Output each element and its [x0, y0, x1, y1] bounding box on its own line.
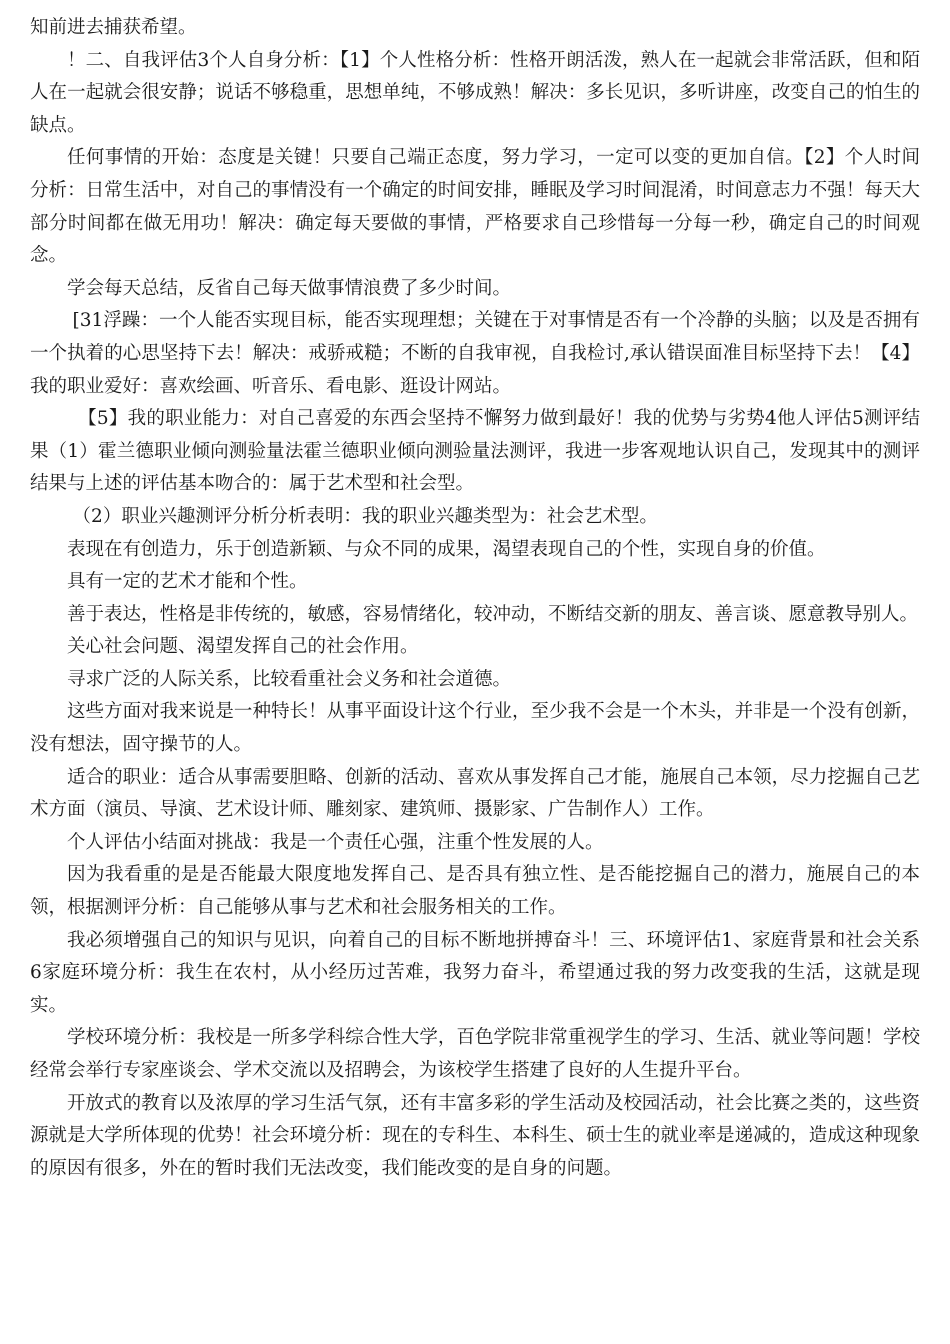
- paragraph: 学校环境分析：我校是一所多学科综合性大学，百色学院非常重视学生的学习、生活、就业等问题！学校经常会举行专家座谈会、学术交流以及招聘会，为该校学生搭建了良好的人生提升平台。: [30, 1027, 920, 1081]
- paragraph: 我必须增强自己的知识与见识，向着自己的目标不断地拼搏奋斗！三、环境评估1、家庭背景和社会关系6家庭环境分析：我生在农村，从小经历过苦难，我努力奋斗，希望通过我的努力改变我的生活，这就是现实。: [30, 929, 920, 1016]
- paragraph: 开放式的教育以及浓厚的学习生活气氛，还有丰富多彩的学生活动及校园活动，社会比赛之类的，这些资源就是大学所体现的优势！社会环境分析：现在的专科生、本科生、硕士生的就业率是递减的，造成这种现象的原因有很多，外在的暂时我们无法改变，我们能改变的是自身的问题。: [30, 1092, 920, 1179]
- paragraph: 关心社会问题、渴望发挥自己的社会作用。: [67, 636, 419, 658]
- paragraph: 善于表达，性格是非传统的，敏感，容易情绪化，较冲动，不断结交新的朋友、善言谈、愿意教导别人。: [67, 603, 919, 625]
- paragraph: 表现在有创造力，乐于创造新颖、与众不同的成果，渴望表现自己的个性，实现自身的价值。: [67, 538, 826, 560]
- paragraph: （2）职业兴趣测评分析分析表明：我的职业兴趣类型为：社会艺术型。: [72, 505, 658, 527]
- paragraph: 个人评估小结面对挑战：我是一个责任心强，注重个性发展的人。: [67, 831, 604, 853]
- document-body: [30, 12, 920, 1185]
- paragraph: 因为我看重的是是否能最大限度地发挥自己、是否具有独立性、是否能挖掘自己的潜力，施展自己的本领，根据测评分析：自己能够从事与艺术和社会服务相关的工作。: [30, 864, 920, 919]
- paragraph: 知前进去捕获希望。: [30, 17, 197, 38]
- paragraph: 【5】我的职业能力：对自己喜爱的东西会坚持不懈努力做到最好！我的优势与劣势4他人评估5测评结果（1）霍兰德职业倾向测验量法霍兰德职业倾向测验量法测评，我进一步客观地认识自己，发现其中的测评结果与上述的评估基本吻合的：属于艺术型和社会型。: [30, 408, 920, 495]
- paragraph: ！二、自我评估3个人自身分析：【1】个人性格分析：性格开朗活泼，熟人在一起就会非常活跃，但和陌人在一起就会很安静；说话不够稳重，思想单纯，不够成熟！解决：多长见识，多听讲座，改变自己的怕生的缺点。: [30, 49, 920, 136]
- paragraph: 具有一定的艺术才能和个性。: [67, 571, 308, 593]
- paragraph: 适合的职业：适合从事需要胆略、创新的活动、喜欢从事发挥自己才能，施展自己本领，尽力挖掘自己艺术方面（演员、导演、艺术设计师、雕刻家、建筑师、摄影家、广告制作人）工作。: [30, 766, 920, 821]
- paragraph: 这些方面对我来说是一种特长！从事平面设计这个行业，至少我不会是一个木头，并非是一个没有创新，没有想法，固守操节的人。: [30, 701, 920, 756]
- paragraph: 寻求广泛的人际关系，比较看重社会义务和社会道德。: [67, 668, 512, 690]
- paragraph: 任何事情的开始：态度是关键！只要自己端正态度，努力学习，一定可以变的更加自信。【2】个人时间分析：日常生活中，对自己的事情没有一个确定的时间安排，睡眠及学习时间混淆，时间意志力不强！每天大部分时间都在做无用功！解决：确定每天要做的事情，严格要求自己珍惜每一分每一秒，确定自己的时间观念。: [30, 147, 920, 267]
- paragraph: 学会每天总结，反省自己每天做事情浪费了多少时间。: [67, 277, 512, 299]
- paragraph: [31浮躁：一个人能否实现目标，能否实现理想；关键在于对事情是否有一个冷静的头脑；以及是否拥有一个执着的心思坚持下去！解决：戒骄戒糙；不断的自我审视，自我检讨,承认错误面准目标坚持下去！【4】我的职业爱好：喜欢绘画、听音乐、看电影、逛设计网站。: [30, 310, 920, 397]
